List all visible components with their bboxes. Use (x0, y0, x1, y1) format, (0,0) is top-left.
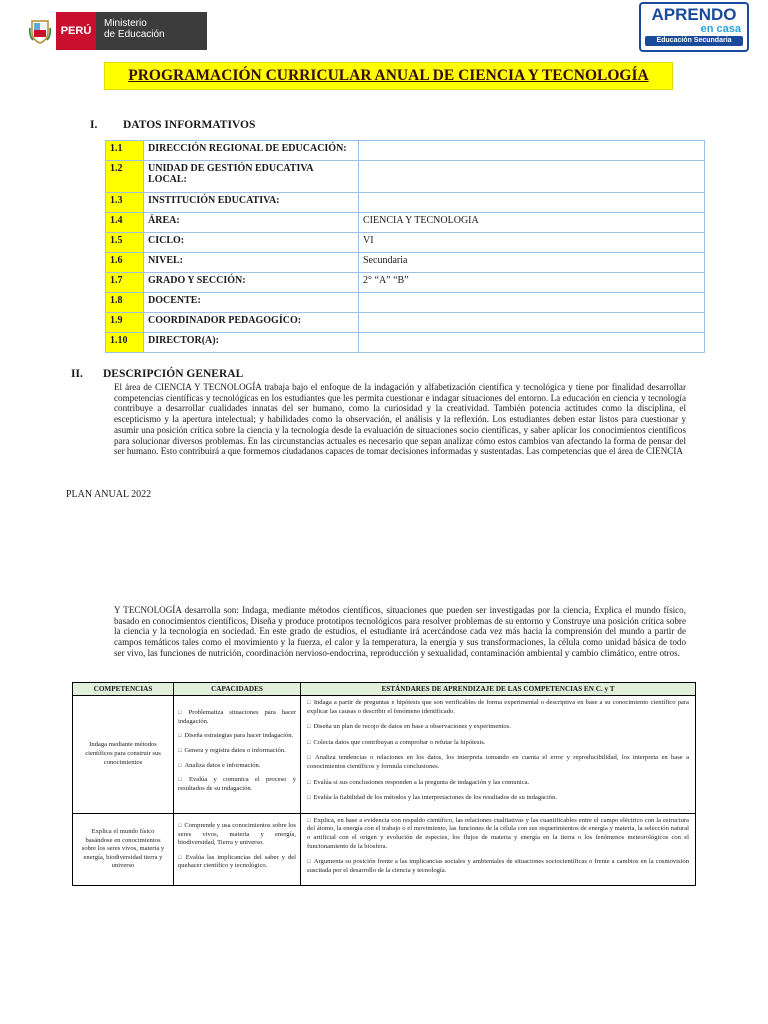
info-row-value (359, 141, 705, 161)
info-row-number: 1.5 (106, 233, 144, 253)
info-row-value: VI (359, 233, 705, 253)
info-row (106, 213, 705, 233)
minedu-logo (24, 12, 207, 50)
competencias-table (72, 682, 696, 886)
capacidad-item: □ Genera y registra datos o información. (178, 747, 296, 756)
description-continued-paragraph: Y TECNOLOGÍA desarrolla son: Indaga, mediante métodos científicos, situaciones que pueden ser investigadas por la ciencia, Explica el mundo físico, basado en conocimientos científicos, Diseña y produce prototipos tecnológicos para resolver problemas de su entorno y Construye una posición crítica sobre la ciencia y la tecnología en sociedad. En este grado de estudios, el estudiante irá acercándose cada vez más hacia la comprensión del mundo a partir de campos temáticos tales como el movimiento y la fuerza, el calor y la temperatura, la energía y sus transformaciones, la célula como unidad básica de todo ser vivo, las funciones de nutrición, coordinación nervioso-endocrina, reproducción y sexualidad, contaminación ambiental y cambio climático, entre otros. (114, 605, 686, 658)
aprendo-label: APRENDO (651, 5, 737, 24)
info-row-number: 1.7 (106, 273, 144, 293)
info-row (106, 141, 705, 161)
info-row-label: NIVEL: (144, 253, 359, 273)
section-2-heading: DESCRIPCIÓN GENERAL (103, 368, 244, 380)
capacidades-cell (174, 696, 301, 814)
capacidad-item: □ Analiza datos e información. (178, 762, 296, 771)
page-title: PROGRAMACIÓN CURRICULAR ANUAL DE CIENCIA Y TECNOLOGÍA (104, 62, 673, 90)
peru-shield-icon (24, 12, 56, 50)
estandar-item: □ Analiza tendencias o relaciones en los datos, los interpreta tomando en cuenta el error y reproducibilidad, los interpreta en base a conocimientos científicos y formula conclusiones. (307, 754, 689, 771)
estandar-item: □ Evalúa la fiabilidad de los métodos y las interpretaciones de los resultados de su indagación. (307, 794, 689, 803)
competencia-row (73, 696, 696, 814)
competencia-name: Explica el mundo físico basándose en conocimientos sobre los seres vivos, materia y energía, biodiversidad tierra y universo (73, 813, 174, 886)
info-row-value: Secundaria (359, 253, 705, 273)
info-row-label: ÁREA: (144, 213, 359, 233)
section-1-heading: DATOS INFORMATIVOS (123, 119, 256, 131)
estandares-cell (301, 813, 696, 886)
info-row-number: 1.1 (106, 141, 144, 161)
info-row (106, 333, 705, 353)
info-row (106, 161, 705, 193)
info-row-value (359, 313, 705, 333)
info-row (106, 253, 705, 273)
competencia-row (73, 813, 696, 886)
capacidad-item: □ Comprende y usa conocimientos sobre los seres vivos, materia y energía, biodiversidad, Tierra y universo. (178, 822, 296, 848)
info-row-label: COORDINADOR PEDAGOGÍCO: (144, 313, 359, 333)
info-row-label: GRADO Y SECCIÓN: (144, 273, 359, 293)
header-competencias: COMPETENCIAS (73, 683, 174, 696)
info-row-number: 1.4 (106, 213, 144, 233)
capacidad-item: □ Evalúa las implicancias del saber y del quehacer científico y tecnológico. (178, 854, 296, 871)
info-row-label: DIRECTOR(A): (144, 333, 359, 353)
section-2-number: II. (71, 368, 83, 380)
plan-anual-label: PLAN ANUAL 2022 (66, 489, 152, 500)
info-row-value (359, 293, 705, 313)
aprendo-en-casa-logo (639, 2, 749, 52)
ministerio-label: Ministerio de Educación (96, 12, 207, 50)
info-row-label: CICLO: (144, 233, 359, 253)
info-row-number: 1.8 (106, 293, 144, 313)
capacidad-item: □ Problematiza situaciones para hacer indagación. (178, 709, 296, 726)
capacidad-item: □ Evalúa y comunica el proceso y resultados de su indagación. (178, 776, 296, 793)
estandar-item: □ Colecta datos que contribuyan a comprobar o refutar la hipótesis. (307, 739, 689, 748)
estandar-item: □ Indaga a partir de preguntas e hipótesis que son verificables de forma experimental o descriptiva en base a su conocimiento científico para explicar las causas o describir el fenómeno identificado. (307, 699, 689, 716)
info-row (106, 193, 705, 213)
info-row (106, 313, 705, 333)
info-row (106, 293, 705, 313)
estandar-item: □ Diseña un plan de recojo de datos en base a observaciones y experimentos. (307, 723, 689, 732)
info-row-label: DIRECCIÓN REGIONAL DE EDUCACIÓN: (144, 141, 359, 161)
estandares-cell (301, 696, 696, 814)
datos-informativos-table (105, 140, 705, 353)
header-capacidades: CAPACIDADES (174, 683, 301, 696)
header-estandares: ESTÁNDARES DE APRENDIZAJE DE LAS COMPETENCIAS EN C. y T (301, 683, 696, 696)
info-row (106, 233, 705, 253)
peru-label: PERÚ (60, 25, 92, 37)
estandar-item: □ Explica, en base a evidencia con respaldo científico, las relaciones cualitativas y las cuantificables entre el campo eléctrico con la estructura del átomo, la energía con el trabajo o el movimiento, las funciones de la célula con sus requerimientos de energía y materia, la selección natural o artificial con el origen y evolución de especies, los flujos de materia y energía en la tierra o los fenómenos meteorológicos con el funcionamiento de la biosfera. (307, 817, 689, 851)
info-row-number: 1.10 (106, 333, 144, 353)
info-row-number: 1.3 (106, 193, 144, 213)
competencia-name: Indaga mediante métodos científicos para construir sus conocimientos (73, 696, 174, 814)
info-row-value (359, 333, 705, 353)
info-row-value: 2° “A” “B” (359, 273, 705, 293)
info-row (106, 273, 705, 293)
description-paragraph: El área de CIENCIA Y TECNOLOGÍA trabaja bajo el enfoque de la indagación y alfabetización científica y tecnológica y tiene por finalidad desarrollar competencias científicas y tecnológicas en los estudiantes que les permita cuestionar e indagar situaciones del entorno. La educación en ciencia y tecnología contribuye a desarrollar cualidades innatas del ser humano, como la curiosidad y la creatividad. También potencia actitudes como la disciplina, el escepticismo y la apertura intelectual; y habilidades como la observación, el análisis y la reflexión. Los estudiantes deben estar listos para cuestionar y asumir una posición crítica sobre la ciencia y la tecnología desde la evaluación de situaciones socio científicas, y saber aplicar los conocimientos científicos para solucionar diversos problemas. En las circunstancias actuales es necesario que sepan analizar cómo estos cambios van afectando la forma de pensar del ser humano. Esto contribuirá a que formemos ciudadanos capaces de tomar decisiones informadas y sustentadas. Las competencias que el área de CIENCIA (114, 382, 686, 457)
en-casa-label: en casa (700, 23, 741, 35)
info-row-label: UNIDAD DE GESTIÓN EDUCATIVA LOCAL: (144, 161, 359, 193)
info-row-number: 1.9 (106, 313, 144, 333)
info-row-label: INSTITUCIÓN EDUCATIVA: (144, 193, 359, 213)
info-row-value (359, 161, 705, 193)
info-row-number: 1.2 (106, 161, 144, 193)
info-row-label: DOCENTE: (144, 293, 359, 313)
estandar-item: □ Argumenta su posición frente a las implicancias sociales y ambientales de situaciones sociocientíficas o frente a cambios en la cosmovisión suscitada por el desarrollo de la ciencia y tecnología. (307, 858, 689, 875)
estandar-item: □ Evalúa si sus conclusiones responden a la pregunta de indagación y las comunica. (307, 779, 689, 788)
section-1-number: I. (90, 119, 98, 131)
educacion-secundaria-label: Educación Secundaria (645, 36, 743, 46)
capacidades-cell (174, 813, 301, 886)
info-row-value (359, 193, 705, 213)
info-row-number: 1.6 (106, 253, 144, 273)
capacidad-item: □ Diseña estrategias para hacer indagación. (178, 732, 296, 741)
info-row-value: CIENCIA Y TECNOLOGIA (359, 213, 705, 233)
